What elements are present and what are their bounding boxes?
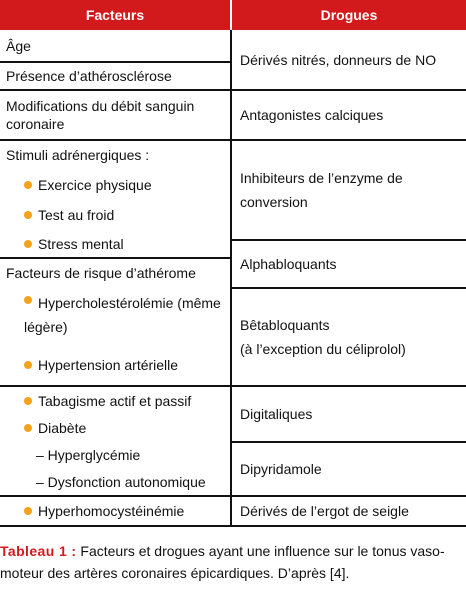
factor-hypertension-label: Hypertension artérielle: [38, 357, 179, 373]
factor-hypercholesterolemie-label: Hypercholestérolémie (même légère): [24, 295, 221, 335]
table-header: [0, 0, 466, 30]
orange-bullet-icon: [24, 361, 32, 369]
orange-bullet-icon: [24, 240, 32, 248]
factor-diabete: [24, 415, 224, 441]
factor-hypercholesterolemie: [24, 291, 224, 343]
drug-dipyridamole: [240, 443, 462, 495]
drug-calciques: [240, 91, 462, 139]
drug-iec-label: Inhibiteurs de l’enzyme de conversion: [240, 170, 403, 210]
factor-stimuli: [6, 141, 226, 169]
factor-debit: [6, 91, 221, 139]
factor-atherosclerose-label: Présence d’athérosclérose: [6, 68, 172, 84]
drug-ergot: [240, 497, 462, 525]
factor-dysfonction-label: – Dysfonction autonomique: [36, 474, 206, 490]
drug-alpha: [240, 241, 462, 287]
factor-atherosclerose: [6, 63, 226, 89]
factor-dysfonction: [36, 469, 226, 495]
factor-age-label: Âge: [6, 37, 31, 54]
factor-facteurs-risque: [6, 259, 226, 287]
factor-stimuli-label: Stimuli adrénergiques :: [6, 147, 150, 163]
table-caption: [0, 540, 466, 584]
factor-exercice-label: Exercice physique: [38, 177, 152, 193]
factor-stress-label: Stress mental: [38, 236, 124, 252]
drug-iec: [240, 141, 415, 239]
header-drogues: Drogues: [320, 7, 378, 23]
factor-facteurs-risque-label: Facteurs de risque d’athérome: [6, 265, 196, 281]
factor-tabagisme: [24, 387, 224, 415]
factor-tabagisme-label: Tabagisme actif et passif: [38, 393, 192, 409]
orange-bullet-icon: [24, 424, 32, 432]
drug-digitaliques-label: Digitaliques: [240, 406, 313, 422]
drug-calciques-label: Antagonistes calciques: [240, 107, 384, 123]
caption-text: Facteurs et drogues ayant une influence sur le tonus vaso-moteur des artères coronaires épicardiques. D’après [4].: [0, 543, 445, 581]
factor-debit-label: Modifications du débit sanguin coronaire: [6, 98, 195, 132]
drug-digitaliques: [240, 387, 462, 441]
factor-hyperglycemie-label: – Hyperglycémie: [36, 447, 141, 463]
orange-bullet-icon: [24, 507, 32, 515]
drug-beta: [240, 289, 462, 385]
factor-exercice: [24, 171, 224, 199]
factor-froid: [24, 201, 224, 229]
orange-bullet-icon: [24, 397, 32, 405]
factor-hyperhomocysteinemie-label: Hyperhomocystéinémie: [38, 503, 185, 519]
orange-bullet-icon: [24, 211, 32, 219]
drug-nitres: [240, 30, 462, 89]
factor-stress: [24, 231, 224, 257]
table-bottom-border: [0, 525, 466, 527]
factor-froid-label: Test au froid: [38, 207, 115, 223]
drug-dipyridamole-label: Dipyridamole: [240, 461, 322, 477]
caption-label: Tableau 1 :: [0, 543, 77, 559]
factor-hypertension: [24, 345, 224, 385]
drug-beta-label: Bêtabloquants: [240, 317, 330, 333]
factor-hyperglycemie: [36, 441, 226, 469]
factor-diabete-label: Diabète: [38, 420, 87, 436]
table-body: [0, 30, 466, 527]
drug-nitres-label: Dérivés nitrés, donneurs de NO: [240, 51, 437, 68]
drug-beta-note: (à l’exception du céliprolol): [240, 341, 406, 357]
column-divider: [230, 30, 232, 527]
orange-bullet-icon: [24, 181, 32, 189]
drug-alpha-label: Alphabloquants: [240, 256, 337, 272]
factor-age: [6, 30, 226, 61]
drug-ergot-label: Dérivés de l’ergot de seigle: [240, 503, 409, 519]
factor-hyperhomocysteinemie: [24, 497, 224, 525]
header-facteurs: Facteurs: [85, 7, 145, 23]
